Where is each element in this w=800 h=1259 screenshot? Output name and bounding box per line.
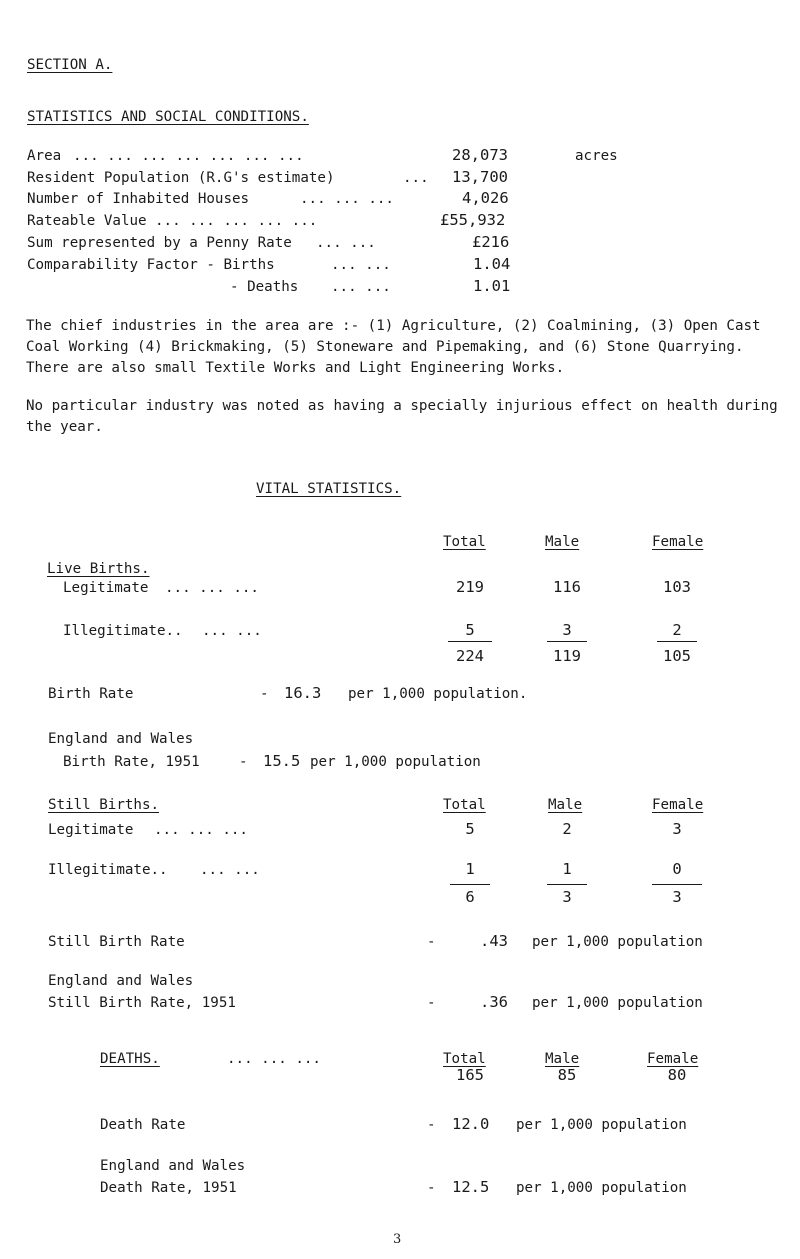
ew-line2: Still Birth Rate, 1951: [48, 995, 236, 1011]
cell-female: 3: [672, 888, 682, 906]
row-label: Legitimate: [48, 822, 134, 838]
still-births-heading: Still Births.: [48, 797, 160, 813]
column-header-total: Total: [443, 1051, 486, 1067]
still-birth-rate-label: Still Birth Rate: [48, 934, 185, 950]
row-label: Illegitimate..: [48, 862, 168, 878]
cell-total: 5: [465, 820, 475, 838]
column-header-male: Male: [548, 797, 583, 813]
row-label: Legitimate: [63, 580, 149, 596]
ew-line1: England and Wales: [100, 1158, 246, 1174]
dash: -: [427, 995, 436, 1011]
death-rate-value: 12.0: [452, 1115, 490, 1133]
summary-value: 1.04: [473, 255, 511, 273]
summary-unit: acres: [575, 148, 618, 164]
summary-label: Number of Inhabited Houses: [27, 191, 250, 207]
total-rule: [448, 641, 492, 642]
deaths-leader: ... ... ...: [227, 1051, 321, 1067]
ew-line1: England and Wales: [48, 973, 194, 989]
column-header-female: Female: [652, 797, 704, 813]
summary-value: £216: [472, 233, 510, 251]
ew-line1: England and Wales: [48, 731, 194, 747]
column-header-male: Male: [545, 1051, 580, 1067]
summary-label: Sum represented by a Penny Rate: [27, 235, 292, 251]
cell-male: 116: [553, 578, 581, 596]
birth-rate-label: Birth Rate: [48, 686, 134, 702]
ew-line2: Death Rate, 1951: [100, 1180, 237, 1196]
vital-statistics-heading: VITAL STATISTICS.: [256, 481, 402, 497]
ew-death-rate-value: 12.5: [452, 1178, 490, 1196]
column-header-total: Total: [443, 797, 486, 813]
summary-value: 28,073: [452, 146, 508, 164]
dash: -: [427, 934, 436, 950]
summary-value: 4,026: [462, 189, 509, 207]
deaths-male: 85: [557, 1066, 577, 1084]
total-rule: [652, 884, 702, 885]
ew-birth-rate-value: 15.5: [263, 752, 301, 770]
total-rule: [547, 641, 587, 642]
section-heading: SECTION A.: [27, 57, 113, 73]
total-rule: [450, 884, 490, 885]
summary-label: - Deaths: [230, 279, 299, 295]
column-header-female: Female: [647, 1051, 699, 1067]
summary-leader: ... ... ... ... ...: [155, 213, 318, 229]
summary-label: Rateable Value: [27, 213, 147, 229]
cell-total: 6: [465, 888, 475, 906]
deaths-heading: DEATHS.: [100, 1051, 160, 1067]
summary-value: 1.01: [473, 277, 511, 295]
cell-male: 2: [562, 820, 572, 838]
deaths-female: 80: [667, 1066, 687, 1084]
cell-male: 119: [553, 647, 581, 665]
dash: -: [427, 1180, 436, 1196]
summary-leader: ... ...: [331, 279, 391, 295]
summary-label: Area: [27, 148, 62, 164]
summary-value: 13,700: [452, 168, 508, 186]
dash: -: [260, 686, 269, 702]
cell-total: 5: [465, 621, 475, 639]
cell-male: 3: [562, 888, 572, 906]
cell-total: 224: [456, 647, 484, 665]
death-rate-label: Death Rate: [100, 1117, 186, 1133]
row-leader: ... ... ...: [154, 822, 248, 838]
industries-paragraph: The chief industries in the area are :- (1) Agriculture, (2) Coalmining, (3) Open Cast Coal Working (4) Brickmaking, (5) Stoneware and Pipemaking, and (6) Stone Quarrying. There are also small Textile Works and Light Engineering Works.: [26, 318, 761, 376]
dash: -: [427, 1117, 436, 1133]
ew-line2: Birth Rate, 1951: [63, 754, 200, 770]
cell-total: 219: [456, 578, 484, 596]
row-leader: ... ...: [200, 862, 260, 878]
column-header-male: Male: [545, 534, 580, 550]
summary-leader: ... ... ...: [300, 191, 394, 207]
cell-male: 3: [562, 621, 572, 639]
death-rate-suffix: per 1,000 population: [516, 1117, 687, 1133]
cell-female: 103: [663, 578, 691, 596]
cell-total: 1: [465, 860, 475, 878]
still-birth-rate-value: .43: [480, 932, 508, 950]
ew-still-birth-rate-value: .36: [480, 993, 508, 1011]
ew-still-birth-rate-suffix: per 1,000 population: [532, 995, 703, 1011]
health-paragraph: No particular industry was noted as having a specially injurious effect on health during the year.: [26, 398, 778, 435]
column-header-total: Total: [443, 534, 486, 550]
page-title: STATISTICS AND SOCIAL CONDITIONS.: [27, 109, 309, 125]
birth-rate-value: 16.3: [284, 684, 322, 702]
summary-leader: ... ...: [331, 257, 391, 273]
cell-female: 0: [672, 860, 682, 878]
ew-birth-rate-suffix: per 1,000 population: [310, 754, 481, 770]
live-births-heading: Live Births.: [47, 561, 150, 577]
cell-female: 105: [663, 647, 691, 665]
birth-rate-suffix: per 1,000 population.: [348, 686, 528, 702]
row-leader: ... ...: [202, 623, 262, 639]
page-number: 3: [393, 1232, 402, 1247]
summary-value: £55,932: [440, 211, 506, 229]
deaths-total: 165: [456, 1066, 484, 1084]
summary-leader: ... ...: [316, 235, 376, 251]
ew-death-rate-suffix: per 1,000 population: [516, 1180, 687, 1196]
total-rule: [547, 884, 587, 885]
column-header-female: Female: [652, 534, 704, 550]
cell-female: 2: [672, 621, 682, 639]
summary-label: Resident Population (R.G's estimate): [27, 170, 335, 186]
still-birth-rate-suffix: per 1,000 population: [532, 934, 703, 950]
cell-female: 3: [672, 820, 682, 838]
dash: -: [239, 754, 248, 770]
summary-leader: ... ... ... ... ... ... ...: [73, 148, 304, 164]
total-rule: [657, 641, 697, 642]
summary-label: Comparability Factor - Births: [27, 257, 275, 273]
row-label: Illegitimate..: [63, 623, 183, 639]
cell-male: 1: [562, 860, 572, 878]
row-leader: ... ... ...: [165, 580, 259, 596]
summary-leader: ...: [403, 170, 429, 186]
